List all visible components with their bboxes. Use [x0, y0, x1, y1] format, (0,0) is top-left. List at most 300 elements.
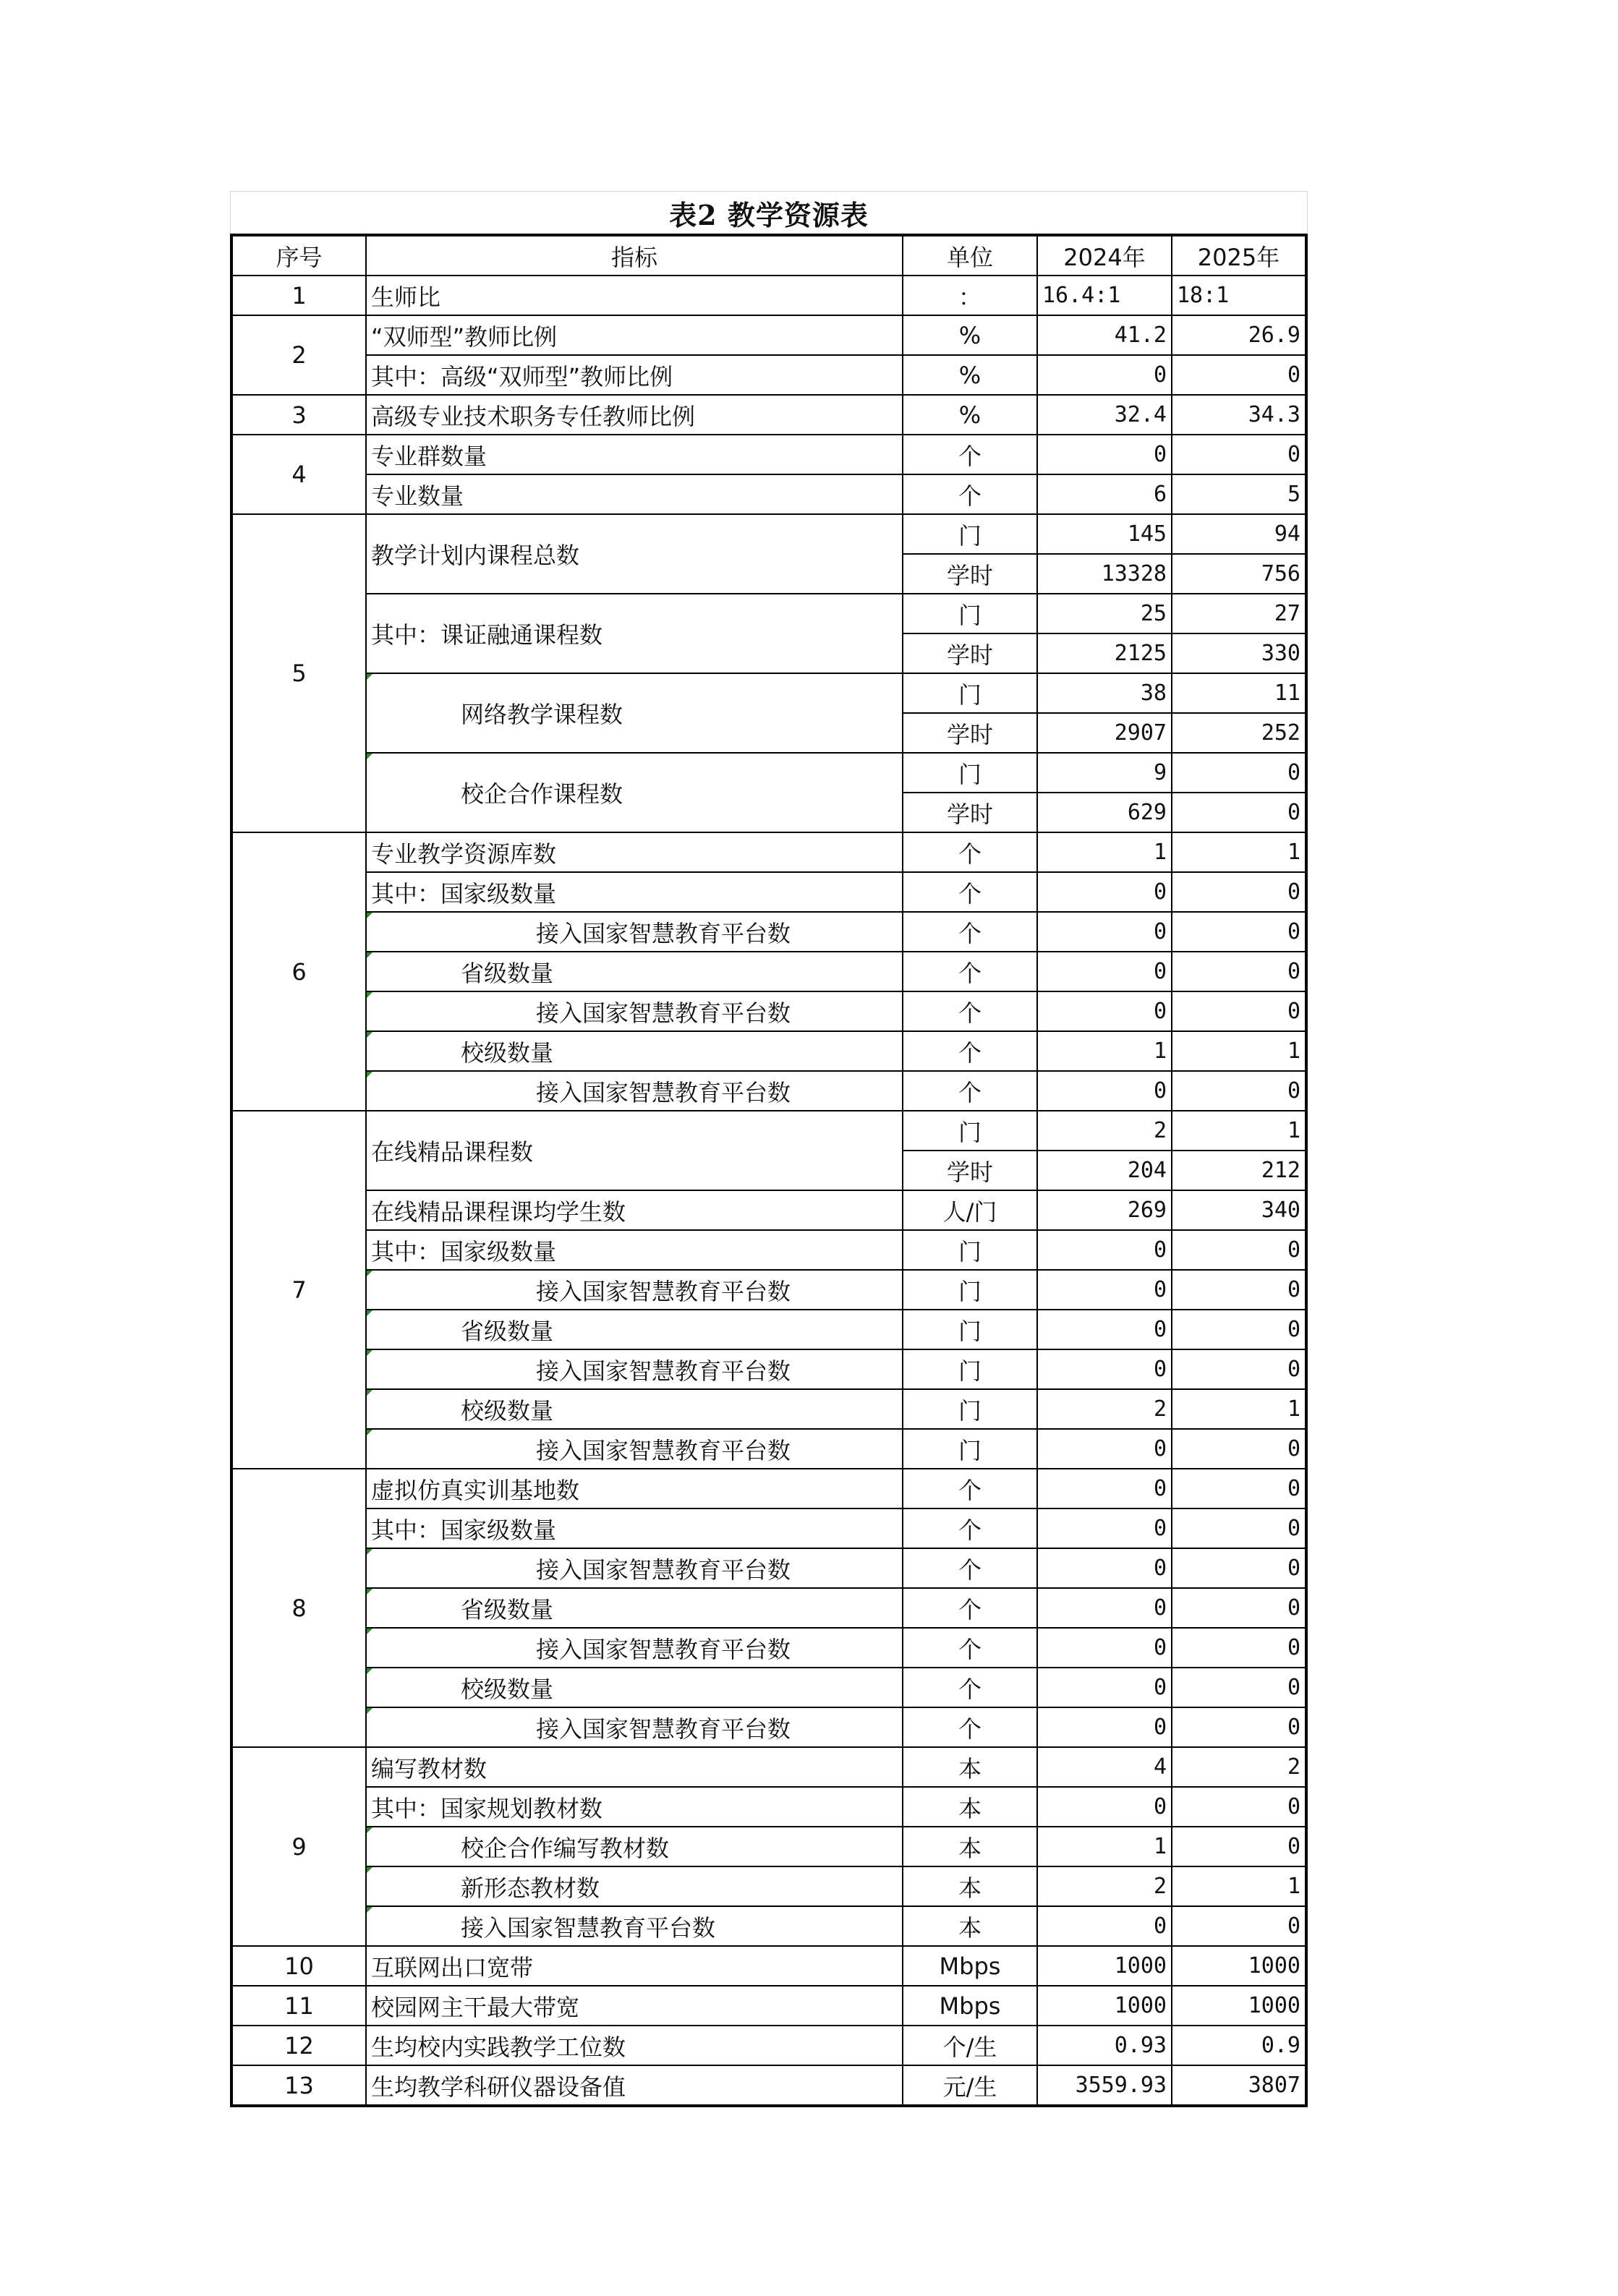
cell-seq[interactable]: 1 — [231, 276, 366, 315]
cell-unit[interactable]: 门 — [903, 1389, 1037, 1429]
table-row — [231, 1986, 1306, 2026]
table-row — [231, 1747, 1306, 1787]
table-row — [231, 832, 1306, 872]
cell-2024[interactable]: 0 — [1037, 1628, 1172, 1668]
cell-2025[interactable]: 0 — [1172, 1230, 1306, 1270]
cell-2024[interactable]: 0 — [1037, 1707, 1172, 1747]
cell-2025[interactable]: 0 — [1172, 1349, 1306, 1389]
cell-2025[interactable]: 1 — [1172, 1031, 1306, 1071]
cell-comment-marker-icon — [367, 754, 372, 759]
table-row — [231, 1230, 1306, 1270]
table-row — [231, 1668, 1306, 1707]
cell-unit[interactable]: 门 — [903, 753, 1037, 793]
cell-2024[interactable]: 0 — [1037, 952, 1172, 991]
cell-2024[interactable]: 0 — [1037, 1429, 1172, 1469]
indicator-label: 其中：国家规划教材数 — [371, 1794, 603, 1822]
cell-seq[interactable]: 3 — [231, 395, 366, 435]
cell-comment-marker-icon — [367, 1549, 372, 1555]
cell-indicator[interactable] — [366, 1508, 903, 1548]
cell-unit[interactable]: ： — [903, 276, 1037, 315]
cell-2024[interactable]: 0 — [1037, 1230, 1172, 1270]
cell-2025[interactable]: 0 — [1172, 435, 1306, 474]
cell-2024[interactable]: 0 — [1037, 1668, 1172, 1707]
indicator-label: 网络教学课程数 — [461, 701, 623, 728]
cell-comment-marker-icon — [367, 952, 372, 958]
cell-indicator[interactable] — [366, 1310, 903, 1349]
cell-2024[interactable]: 0 — [1037, 1508, 1172, 1548]
cell-seq[interactable]: 5 — [231, 514, 366, 832]
spreadsheet-sheet — [230, 191, 1308, 2107]
cell-2024[interactable]: 1000 — [1037, 1986, 1172, 2026]
indicator-label: 生均校内实践教学工位数 — [371, 2033, 626, 2061]
cell-2025[interactable]: 0 — [1172, 1270, 1306, 1310]
cell-indicator[interactable] — [366, 1747, 903, 1787]
cell-2024[interactable]: 6 — [1037, 474, 1172, 514]
table-row — [231, 1389, 1306, 1429]
indicator-label: 编写教材数 — [371, 1754, 487, 1783]
cell-2024[interactable]: 0.93 — [1037, 2026, 1172, 2065]
cell-seq[interactable]: 7 — [231, 1111, 366, 1469]
indicator-label: 在线精品课程课均学生数 — [371, 1198, 626, 1226]
cell-2024[interactable]: 1 — [1037, 832, 1172, 872]
table-row — [231, 673, 1306, 713]
cell-2024[interactable]: 269 — [1037, 1190, 1172, 1230]
table-row — [231, 991, 1306, 1031]
cell-2025[interactable]: 94 — [1172, 514, 1306, 554]
cell-seq[interactable]: 4 — [231, 435, 366, 514]
cell-indicator[interactable] — [366, 991, 903, 1031]
header-unit[interactable]: 单位 — [903, 235, 1037, 276]
indicator-label: 其中：国家级数量 — [371, 879, 557, 908]
cell-2025[interactable]: 212 — [1172, 1151, 1306, 1190]
cell-unit[interactable]: 本 — [903, 1747, 1037, 1787]
indicator-label: 校园网主干最大带宽 — [371, 1993, 580, 2021]
cell-indicator[interactable] — [366, 1827, 903, 1866]
cell-2024[interactable]: 25 — [1037, 594, 1172, 633]
cell-indicator[interactable] — [366, 2065, 903, 2106]
cell-unit[interactable]: 门 — [903, 1230, 1037, 1270]
cell-2024[interactable]: 2125 — [1037, 633, 1172, 673]
cell-indicator[interactable] — [366, 1707, 903, 1747]
cell-indicator[interactable] — [366, 474, 903, 514]
cell-indicator[interactable] — [366, 1270, 903, 1310]
table-row — [231, 514, 1306, 554]
cell-indicator[interactable] — [366, 2026, 903, 2065]
cell-indicator[interactable] — [366, 1071, 903, 1111]
table-row — [231, 1508, 1306, 1548]
table-row — [231, 753, 1306, 793]
cell-unit[interactable]: 个 — [903, 1071, 1037, 1111]
table-row — [231, 594, 1306, 633]
cell-2025[interactable]: 0 — [1172, 991, 1306, 1031]
cell-2024[interactable]: 0 — [1037, 1349, 1172, 1389]
cell-unit[interactable]: 个 — [903, 474, 1037, 514]
cell-2025[interactable]: 1 — [1172, 1389, 1306, 1429]
cell-seq[interactable]: 6 — [231, 832, 366, 1111]
cell-2025[interactable]: 26.9 — [1172, 315, 1306, 355]
cell-indicator[interactable] — [366, 276, 903, 315]
table-row — [231, 1111, 1306, 1151]
cell-comment-marker-icon — [367, 1629, 372, 1634]
indicator-label: 接入国家智慧教育平台数 — [461, 1913, 716, 1942]
table-row — [231, 1270, 1306, 1310]
indicator-label: 在线精品课程数 — [371, 1138, 534, 1166]
cell-2024[interactable]: 0 — [1037, 912, 1172, 952]
cell-2024[interactable]: 0 — [1037, 1469, 1172, 1508]
cell-unit[interactable]: 学时 — [903, 633, 1037, 673]
cell-seq[interactable]: 13 — [231, 2065, 366, 2106]
indicator-label: 其中：国家级数量 — [371, 1516, 557, 1544]
cell-2024[interactable]: 0 — [1037, 1071, 1172, 1111]
indicator-label: 校级数量 — [461, 1675, 554, 1703]
cell-2025[interactable]: 0 — [1172, 793, 1306, 832]
cell-indicator[interactable] — [366, 1190, 903, 1230]
cell-2024[interactable]: 0 — [1037, 1588, 1172, 1628]
cell-comment-marker-icon — [367, 1032, 372, 1038]
indicator-label: 生师比 — [371, 283, 441, 311]
cell-2025[interactable]: 0 — [1172, 1310, 1306, 1349]
cell-indicator[interactable] — [366, 1588, 903, 1628]
indicator-label: 专业数量 — [371, 482, 464, 510]
table-row — [231, 1190, 1306, 1230]
cell-indicator[interactable] — [366, 395, 903, 435]
cell-indicator[interactable] — [366, 872, 903, 912]
cell-unit[interactable]: 个 — [903, 1707, 1037, 1747]
cell-unit[interactable]: 学时 — [903, 1151, 1037, 1190]
indicator-label: 接入国家智慧教育平台数 — [536, 919, 791, 947]
cell-seq[interactable]: 10 — [231, 1946, 366, 1986]
table-row — [231, 952, 1306, 991]
cell-comment-marker-icon — [367, 1072, 372, 1077]
indicator-label: 高级专业技术职务专任教师比例 — [371, 402, 696, 430]
cell-2024[interactable]: 0 — [1037, 1787, 1172, 1827]
cell-unit[interactable]: 门 — [903, 594, 1037, 633]
cell-2024[interactable]: 2 — [1037, 1111, 1172, 1151]
cell-indicator[interactable] — [366, 1787, 903, 1827]
cell-comment-marker-icon — [367, 1430, 372, 1435]
cell-2024[interactable]: 32.4 — [1037, 395, 1172, 435]
cell-comment-marker-icon — [367, 1390, 372, 1396]
cell-2025[interactable]: 0 — [1172, 1469, 1306, 1508]
cell-unit[interactable]: 个 — [903, 1031, 1037, 1071]
cell-indicator[interactable] — [366, 1389, 903, 1429]
cell-2025[interactable]: 0 — [1172, 1787, 1306, 1827]
cell-2024[interactable]: 0 — [1037, 1310, 1172, 1349]
cell-2024[interactable]: 0 — [1037, 355, 1172, 395]
table-title: 表2 教学资源表 — [230, 191, 1308, 234]
cell-2025[interactable]: 11 — [1172, 673, 1306, 713]
table-row — [231, 1707, 1306, 1747]
cell-unit[interactable]: % — [903, 315, 1037, 355]
cell-indicator[interactable] — [366, 1946, 903, 1986]
cell-unit[interactable]: 个 — [903, 1469, 1037, 1508]
cell-2025[interactable]: 756 — [1172, 554, 1306, 594]
indicator-label: 互联网出口宽带 — [371, 1953, 534, 1981]
cell-indicator[interactable] — [366, 1906, 903, 1946]
cell-2024[interactable]: 145 — [1037, 514, 1172, 554]
indicator-label: 接入国家智慧教育平台数 — [536, 999, 791, 1027]
header-2025[interactable]: 2025年 — [1172, 235, 1306, 276]
header-indicator[interactable]: 指标 — [366, 235, 903, 276]
cell-comment-marker-icon — [367, 1827, 372, 1833]
indicator-label: 接入国家智慧教育平台数 — [536, 1436, 791, 1464]
indicator-label: 接入国家智慧教育平台数 — [536, 1635, 791, 1663]
cell-unit[interactable]: 本 — [903, 1827, 1037, 1866]
table-row — [231, 1071, 1306, 1111]
cell-2024[interactable]: 1 — [1037, 1827, 1172, 1866]
cell-seq[interactable]: 8 — [231, 1469, 366, 1747]
cell-indicator[interactable] — [366, 315, 903, 355]
cell-comment-marker-icon — [367, 674, 372, 680]
cell-unit[interactable]: 门 — [903, 1310, 1037, 1349]
cell-unit[interactable]: 门 — [903, 1111, 1037, 1151]
cell-2025[interactable]: 0 — [1172, 355, 1306, 395]
cell-comment-marker-icon — [367, 1350, 372, 1356]
cell-2025[interactable]: 0 — [1172, 912, 1306, 952]
indicator-label: “双师型”教师比例 — [371, 323, 558, 351]
cell-2024[interactable]: 0 — [1037, 872, 1172, 912]
cell-unit[interactable]: 个 — [903, 991, 1037, 1031]
cell-indicator[interactable] — [366, 1111, 903, 1190]
cell-2025[interactable]: 5 — [1172, 474, 1306, 514]
indicator-label: 其中：课证融通课程数 — [371, 621, 603, 649]
cell-unit[interactable]: 学时 — [903, 713, 1037, 753]
cell-2025[interactable]: 0 — [1172, 952, 1306, 991]
cell-seq[interactable]: 11 — [231, 1986, 366, 2026]
cell-2025[interactable]: 252 — [1172, 713, 1306, 753]
cell-2024[interactable]: 38 — [1037, 673, 1172, 713]
cell-unit[interactable]: 门 — [903, 1349, 1037, 1389]
cell-indicator[interactable] — [366, 952, 903, 991]
table-row — [231, 1588, 1306, 1628]
table-row — [231, 1827, 1306, 1866]
cell-indicator[interactable] — [366, 435, 903, 474]
cell-indicator[interactable] — [366, 1866, 903, 1906]
indicator-label: 接入国家智慧教育平台数 — [536, 1078, 791, 1106]
cell-unit[interactable]: 个 — [903, 952, 1037, 991]
cell-2024[interactable]: 629 — [1037, 793, 1172, 832]
cell-2025[interactable]: 1000 — [1172, 1946, 1306, 1986]
cell-2025[interactable]: 0 — [1172, 1071, 1306, 1111]
cell-2024[interactable]: 2 — [1037, 1389, 1172, 1429]
cell-2025[interactable]: 0 — [1172, 1548, 1306, 1588]
cell-seq[interactable]: 9 — [231, 1747, 366, 1946]
cell-unit[interactable]: 个 — [903, 1588, 1037, 1628]
cell-indicator[interactable] — [366, 1668, 903, 1707]
cell-unit[interactable]: 个 — [903, 1548, 1037, 1588]
cell-indicator[interactable] — [366, 753, 903, 832]
cell-indicator[interactable] — [366, 514, 903, 594]
table-row — [231, 1946, 1306, 1986]
cell-2024[interactable]: 13328 — [1037, 554, 1172, 594]
cell-2025[interactable]: 0 — [1172, 1588, 1306, 1628]
cell-2025[interactable]: 0 — [1172, 1668, 1306, 1707]
cell-2024[interactable]: 3559.93 — [1037, 2065, 1172, 2106]
cell-unit[interactable]: 个 — [903, 1668, 1037, 1707]
cell-2024[interactable]: 2907 — [1037, 713, 1172, 753]
cell-comment-marker-icon — [367, 913, 372, 918]
table-row — [231, 1310, 1306, 1349]
indicator-label: 其中：高级“双师型”教师比例 — [371, 362, 673, 391]
cell-indicator[interactable] — [366, 1469, 903, 1508]
cell-2024[interactable]: 41.2 — [1037, 315, 1172, 355]
cell-2025[interactable]: 1 — [1172, 1111, 1306, 1151]
indicator-label: 其中：国家级数量 — [371, 1237, 557, 1266]
indicator-label: 新形态教材数 — [461, 1874, 600, 1902]
cell-2024[interactable]: 1 — [1037, 1031, 1172, 1071]
table-row — [231, 315, 1306, 355]
cell-indicator[interactable] — [366, 1986, 903, 2026]
cell-indicator[interactable] — [366, 1548, 903, 1588]
cell-unit[interactable]: Mbps — [903, 1946, 1037, 1986]
cell-unit[interactable]: 个/生 — [903, 2026, 1037, 2065]
cell-2025[interactable]: 0 — [1172, 1429, 1306, 1469]
cell-unit[interactable]: % — [903, 355, 1037, 395]
cell-unit[interactable]: 门 — [903, 1270, 1037, 1310]
table-row — [231, 912, 1306, 952]
cell-unit[interactable]: 个 — [903, 1628, 1037, 1668]
cell-unit[interactable]: 学时 — [903, 554, 1037, 594]
table-row — [231, 435, 1306, 474]
cell-2024[interactable]: 0 — [1037, 1906, 1172, 1946]
cell-2025[interactable]: 330 — [1172, 633, 1306, 673]
cell-2024[interactable]: 204 — [1037, 1151, 1172, 1190]
cell-unit[interactable]: 个 — [903, 912, 1037, 952]
indicator-label: 省级数量 — [461, 959, 554, 987]
cell-seq[interactable]: 2 — [231, 315, 366, 395]
cell-2024[interactable]: 0 — [1037, 435, 1172, 474]
cell-unit[interactable]: 人/门 — [903, 1190, 1037, 1230]
header-2024[interactable]: 2024年 — [1037, 235, 1172, 276]
indicator-label: 虚拟仿真实训基地数 — [371, 1476, 580, 1504]
indicator-label: 校企合作编写教材数 — [461, 1834, 670, 1862]
cell-2024[interactable]: 16.4:1 — [1037, 276, 1172, 315]
table-row — [231, 1866, 1306, 1906]
cell-2024[interactable]: 0 — [1037, 1548, 1172, 1588]
indicator-label: 专业教学资源库数 — [371, 840, 557, 868]
cell-unit[interactable]: 个 — [903, 872, 1037, 912]
cell-comment-marker-icon — [367, 1907, 372, 1913]
indicator-label: 专业群数量 — [371, 442, 487, 470]
table-row — [231, 1031, 1306, 1071]
cell-unit[interactable]: 门 — [903, 1429, 1037, 1469]
cell-indicator[interactable] — [366, 1230, 903, 1270]
cell-comment-marker-icon — [367, 1271, 372, 1276]
cell-indicator[interactable] — [366, 1031, 903, 1071]
cell-2025[interactable]: 1 — [1172, 832, 1306, 872]
cell-unit[interactable]: 门 — [903, 514, 1037, 554]
indicator-label: 校企合作课程数 — [461, 780, 623, 808]
cell-comment-marker-icon — [367, 1708, 372, 1714]
cell-2025[interactable]: 0 — [1172, 753, 1306, 793]
table-row — [231, 872, 1306, 912]
table-row — [231, 1548, 1306, 1588]
cell-2024[interactable]: 0 — [1037, 1270, 1172, 1310]
indicator-label: 校级数量 — [461, 1396, 554, 1425]
indicator-label: 接入国家智慧教育平台数 — [536, 1357, 791, 1385]
table-row — [231, 1628, 1306, 1668]
cell-2025[interactable]: 0 — [1172, 1707, 1306, 1747]
cell-2024[interactable]: 2 — [1037, 1866, 1172, 1906]
table-row — [231, 355, 1306, 395]
cell-unit[interactable]: 门 — [903, 673, 1037, 713]
teaching-resources-table — [230, 234, 1308, 2107]
cell-unit[interactable]: 本 — [903, 1787, 1037, 1827]
table-row — [231, 1906, 1306, 1946]
cell-2025[interactable]: 0 — [1172, 1827, 1306, 1866]
cell-2025[interactable]: 2 — [1172, 1747, 1306, 1787]
cell-2024[interactable]: 1000 — [1037, 1946, 1172, 1986]
table-row — [231, 2026, 1306, 2065]
cell-2025[interactable]: 18:1 — [1172, 276, 1306, 315]
cell-2025[interactable]: 340 — [1172, 1190, 1306, 1230]
cell-unit[interactable]: 本 — [903, 1866, 1037, 1906]
table-row — [231, 1349, 1306, 1389]
table-row — [231, 395, 1306, 435]
cell-comment-marker-icon — [367, 1589, 372, 1595]
cell-indicator[interactable] — [366, 912, 903, 952]
table-row — [231, 474, 1306, 514]
cell-2025[interactable]: 0 — [1172, 1906, 1306, 1946]
cell-unit[interactable]: Mbps — [903, 1986, 1037, 2026]
indicator-label: 省级数量 — [461, 1595, 554, 1623]
cell-unit[interactable]: 个 — [903, 832, 1037, 872]
cell-unit[interactable]: 元/生 — [903, 2065, 1037, 2106]
cell-indicator[interactable] — [366, 673, 903, 753]
header-seq[interactable]: 序号 — [231, 235, 366, 276]
indicator-label: 校级数量 — [461, 1038, 554, 1067]
indicator-label: 教学计划内课程总数 — [371, 542, 580, 569]
cell-unit[interactable]: 本 — [903, 1906, 1037, 1946]
cell-2024[interactable]: 4 — [1037, 1747, 1172, 1787]
header-row — [231, 235, 1306, 276]
cell-2025[interactable]: 0 — [1172, 872, 1306, 912]
table-row — [231, 1787, 1306, 1827]
cell-indicator[interactable] — [366, 1628, 903, 1668]
cell-2025[interactable]: 1000 — [1172, 1986, 1306, 2026]
cell-2025[interactable]: 1 — [1172, 1866, 1306, 1906]
cell-2024[interactable]: 0 — [1037, 991, 1172, 1031]
indicator-label: 省级数量 — [461, 1317, 554, 1345]
cell-indicator[interactable] — [366, 594, 903, 673]
cell-2025[interactable]: 27 — [1172, 594, 1306, 633]
cell-2025[interactable]: 0 — [1172, 1508, 1306, 1548]
table-body — [231, 276, 1306, 2106]
cell-unit[interactable]: 学时 — [903, 793, 1037, 832]
cell-unit[interactable]: 个 — [903, 1508, 1037, 1548]
cell-indicator[interactable] — [366, 355, 903, 395]
cell-indicator[interactable] — [366, 832, 903, 872]
cell-unit[interactable]: % — [903, 395, 1037, 435]
table-row — [231, 2065, 1306, 2106]
cell-unit[interactable]: 个 — [903, 435, 1037, 474]
cell-indicator[interactable] — [366, 1349, 903, 1389]
cell-2025[interactable]: 0 — [1172, 1628, 1306, 1668]
table-row — [231, 1469, 1306, 1508]
table-row — [231, 1429, 1306, 1469]
indicator-label: 接入国家智慧教育平台数 — [536, 1715, 791, 1743]
cell-indicator[interactable] — [366, 1429, 903, 1469]
cell-comment-marker-icon — [367, 1668, 372, 1674]
cell-2025[interactable]: 0.9 — [1172, 2026, 1306, 2065]
cell-seq[interactable]: 12 — [231, 2026, 366, 2065]
indicator-label: 接入国家智慧教育平台数 — [536, 1555, 791, 1584]
cell-2024[interactable]: 9 — [1037, 753, 1172, 793]
cell-2025[interactable]: 34.3 — [1172, 395, 1306, 435]
indicator-label: 接入国家智慧教育平台数 — [536, 1277, 791, 1305]
cell-2025[interactable]: 3807 — [1172, 2065, 1306, 2106]
cell-comment-marker-icon — [367, 1867, 372, 1873]
